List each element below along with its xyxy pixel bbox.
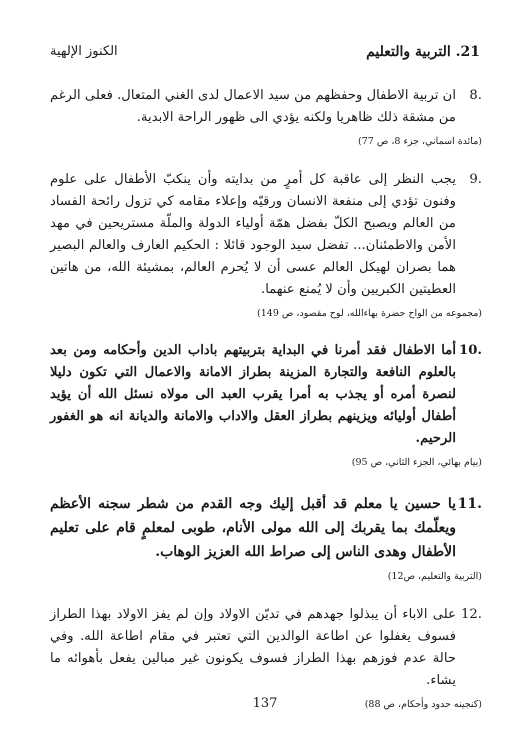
item-text: ان تربية الاطفال وحفظهم من سيد الاعمال لدى الغني المتعال. فعلى الرغم من مشقة ذلك ظاهريا ولكنه يؤدي الى ظهور الراحة الابدية. bbox=[50, 88, 456, 125]
page-header bbox=[50, 44, 480, 66]
citation: (مائدة اسماني، جزء 8، ص 77) bbox=[357, 136, 482, 147]
paragraph bbox=[50, 169, 482, 301]
chapter-title: 21. التربية والتعليم bbox=[366, 44, 480, 60]
paragraph bbox=[50, 492, 482, 564]
paragraph bbox=[50, 340, 482, 450]
item-number: 10. bbox=[459, 343, 482, 358]
item-text: يا حسين يا معلم قد أقبل إليك وجه القدم من شطر سجنه الأعظم ويعلّمك بما يقربك إلى الله مولى الأنام، طوبى لمعلمٍ قام على تعليم الأطفال وهدى الناس إلى صراط الله العزيز الوهاب. bbox=[50, 496, 456, 560]
citation: (مجموعه من الواح حضرة بهاءالله، لوح مقصود، ص 149) bbox=[257, 308, 482, 319]
book-title: الكنوز الإلهية bbox=[50, 44, 118, 59]
citation: (بيام بهائي، الجزء الثاني، ص 95) bbox=[351, 457, 482, 468]
citation: (كنجينه حدود وأحكام، ص 88) bbox=[364, 699, 482, 710]
item-text: يجب النظر إلى عاقبة كل أمرٍ من بدايته وأن ينكبّ الأطفال على علوم وفنون تؤدي إلى منفعة الانسان ورقيّه وإعلاء مقامه كي تزول رائحة الفساد من العالم ويصبح الكلّ بفضل همّة أولياء الدولة والملّة مستريحين في مهد الأمن والاطمئنان... تفضل سيد الوجود قائلا : الحكيم العارف والعالم البصير هما بصران لهيكل العالم عسى أن لا يُحرم العالم، بمشيئة الله، من هاتين العطيتين الكبريين وأن لا يُمنع عنهما. bbox=[50, 172, 456, 297]
paragraph bbox=[50, 85, 482, 129]
item-number: 8. bbox=[469, 88, 482, 103]
item-number: 11. bbox=[457, 496, 482, 512]
entry-8 bbox=[50, 85, 482, 149]
page-number: 137 bbox=[252, 696, 278, 711]
citation: (التربية والتعليم، ص12) bbox=[387, 571, 482, 582]
item-number: 12. bbox=[461, 607, 482, 622]
paragraph bbox=[50, 604, 482, 692]
item-text: على الاباء أن يبذلوا جهدهم في تديّن الاولاد وإن لم يفز الاولاد بهذا الطراز فسوف يغفلوا عن اطاعة الوالدين التي تعتبر في مقام اطاعة الله. وفي حالة عدم فوزهم بهذا الطراز فسوف يكونون غير مبالين يفعل بأهوائه ما يشاء. bbox=[50, 607, 456, 688]
entry-10 bbox=[50, 340, 482, 470]
entry-9 bbox=[50, 169, 482, 321]
entry-11 bbox=[50, 492, 482, 584]
page-content bbox=[50, 85, 482, 712]
item-number: 9. bbox=[469, 172, 482, 187]
item-text: أما الاطفال فقد أمرنا في البداية بتربيتهم باداب الدين وأحكامه ومن بعد بالعلوم النافعة والتجارة المزينة بطراز الامانة والاعمال التي تكون دليلا لنصرة أمره أو يجذب به أمرا يقرب العبد الى مولاه نسئل الله أن يؤيد أطفال أوليائه ويزينهم بطراز العقل والاداب والامانة والديانة انه هو الغفور الرحيم. bbox=[50, 343, 456, 446]
